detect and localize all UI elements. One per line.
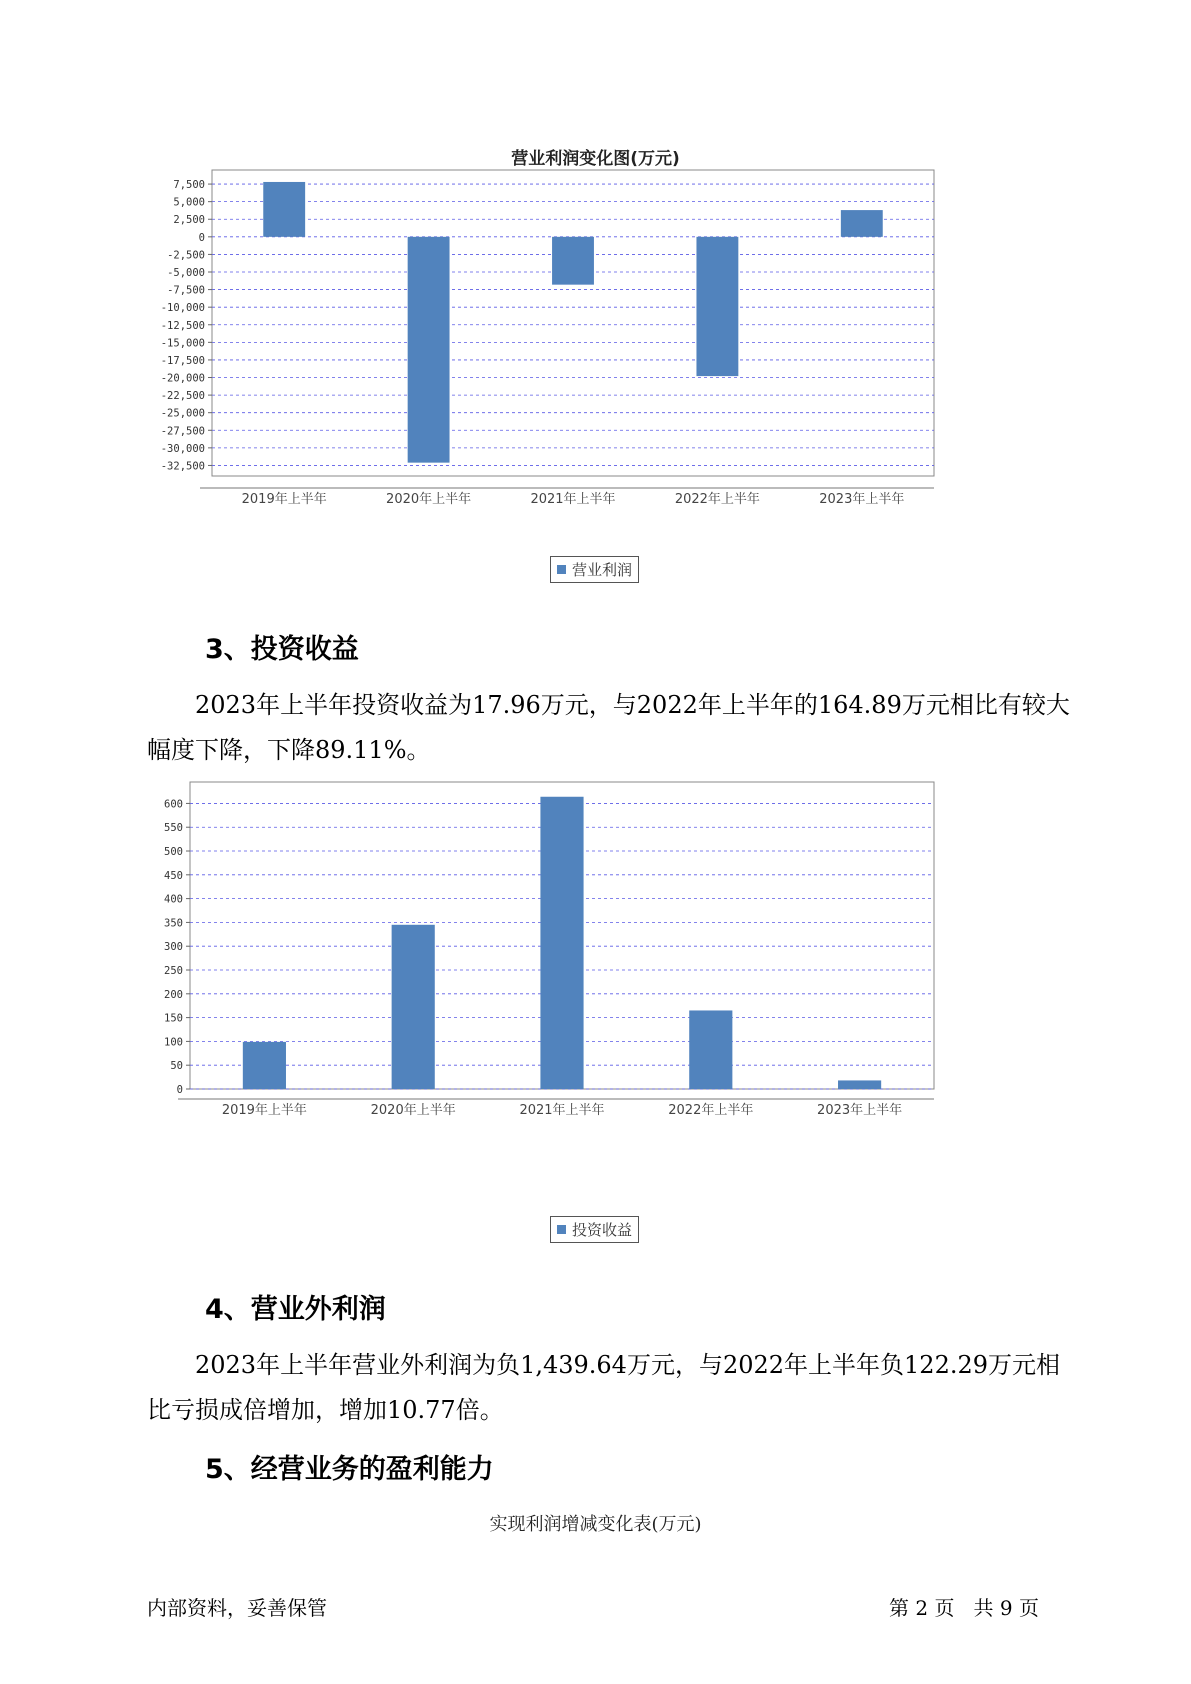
legend-label: 营业利润 [572,561,633,579]
y-tick-label: -2,500 [167,249,205,262]
y-tick-label: 600 [164,798,183,811]
legend-label: 投资收益 [572,1221,633,1239]
footer-confidential: 内部资料，妥善保管 [147,1596,327,1620]
bar-2021年上半年 [552,237,594,285]
bar-2020年上半年 [392,925,435,1089]
bar-2023年上半年 [841,210,883,237]
y-tick-label: 50 [170,1060,183,1073]
y-tick-label: -12,500 [160,319,205,332]
operating-profit-chart [0,170,1191,507]
chart1-legend [550,556,639,583]
y-tick-label: -30,000 [160,442,205,455]
section-heading-business-profitability: 5、经营业务的盈利能力 [205,1454,494,1485]
y-tick-label: 200 [164,988,183,1001]
y-tick-label: 300 [164,941,183,954]
bar-2022年上半年 [696,237,738,376]
y-tick-label: -17,500 [160,354,205,367]
y-tick-label: 450 [164,869,183,882]
x-category-label: 2023年上半年 [819,492,905,507]
y-tick-label: 250 [164,965,183,978]
x-category-label: 2022年上半年 [674,492,760,507]
bar-2022年上半年 [689,1010,732,1089]
bar-2023年上半年 [838,1080,881,1089]
y-tick-label: -25,000 [160,407,205,420]
x-category-label: 2023年上半年 [817,1103,903,1118]
y-tick-label: 0 [198,231,205,244]
y-tick-label: -10,000 [160,302,205,315]
section-paragraph-non-operating-profit: 2023年上半年营业外利润为负1,439.64万元，与2022年上半年负122.29万元相比亏损成倍增加，增加10.77倍。 [147,1351,1061,1424]
footer-page-number: 第 2 页 共 9 页 [889,1596,1039,1620]
x-category-label: 2020年上半年 [370,1103,456,1118]
y-tick-label: -7,500 [167,284,205,297]
y-tick-label: -27,500 [160,425,205,438]
investment-income-chart [0,798,1191,1170]
y-tick-label: -32,500 [160,460,205,473]
y-tick-label: 5,000 [173,196,205,209]
section-paragraph-investment-income: 2023年上半年投资收益为17.96万元，与2022年上半年的164.89万元相比有较大幅度下降，下降89.11%。 [147,691,1070,764]
bar-2020年上半年 [408,237,450,463]
section-heading-non-operating-profit: 4、营业外利润 [205,1294,386,1325]
y-tick-label: -22,500 [160,390,205,403]
y-tick-label: -20,000 [160,372,205,385]
legend-swatch [557,565,566,574]
x-category-label: 2019年上半年 [241,492,327,507]
y-tick-label: 7,500 [173,179,205,192]
bar-2021年上半年 [540,797,583,1089]
section-heading-investment-income: 3、投资收益 [205,634,359,665]
y-tick-label: 350 [164,917,183,930]
y-tick-label: -5,000 [167,267,205,279]
y-tick-label: -15,000 [160,337,205,350]
chart2-legend [550,1216,639,1243]
y-tick-label: 0 [176,1084,183,1096]
chart1-title: 营业利润变化图(万元) [511,149,680,169]
table-caption: 实现利润增减变化表(万元) [489,1514,702,1535]
y-tick-label: 150 [164,1012,183,1025]
y-tick-label: 100 [164,1036,183,1049]
x-category-label: 2022年上半年 [668,1103,754,1118]
y-tick-label: 500 [164,846,183,859]
x-category-label: 2021年上半年 [530,492,616,507]
x-category-label: 2019年上半年 [221,1103,307,1118]
y-tick-label: 550 [164,822,183,835]
y-tick-label: 2,500 [173,214,205,227]
y-tick-label: 400 [164,893,183,906]
bar-2019年上半年 [243,1042,286,1089]
bar-2019年上半年 [263,182,305,237]
legend-swatch [557,1225,566,1234]
x-category-label: 2020年上半年 [386,492,472,507]
x-category-label: 2021年上半年 [519,1103,605,1118]
